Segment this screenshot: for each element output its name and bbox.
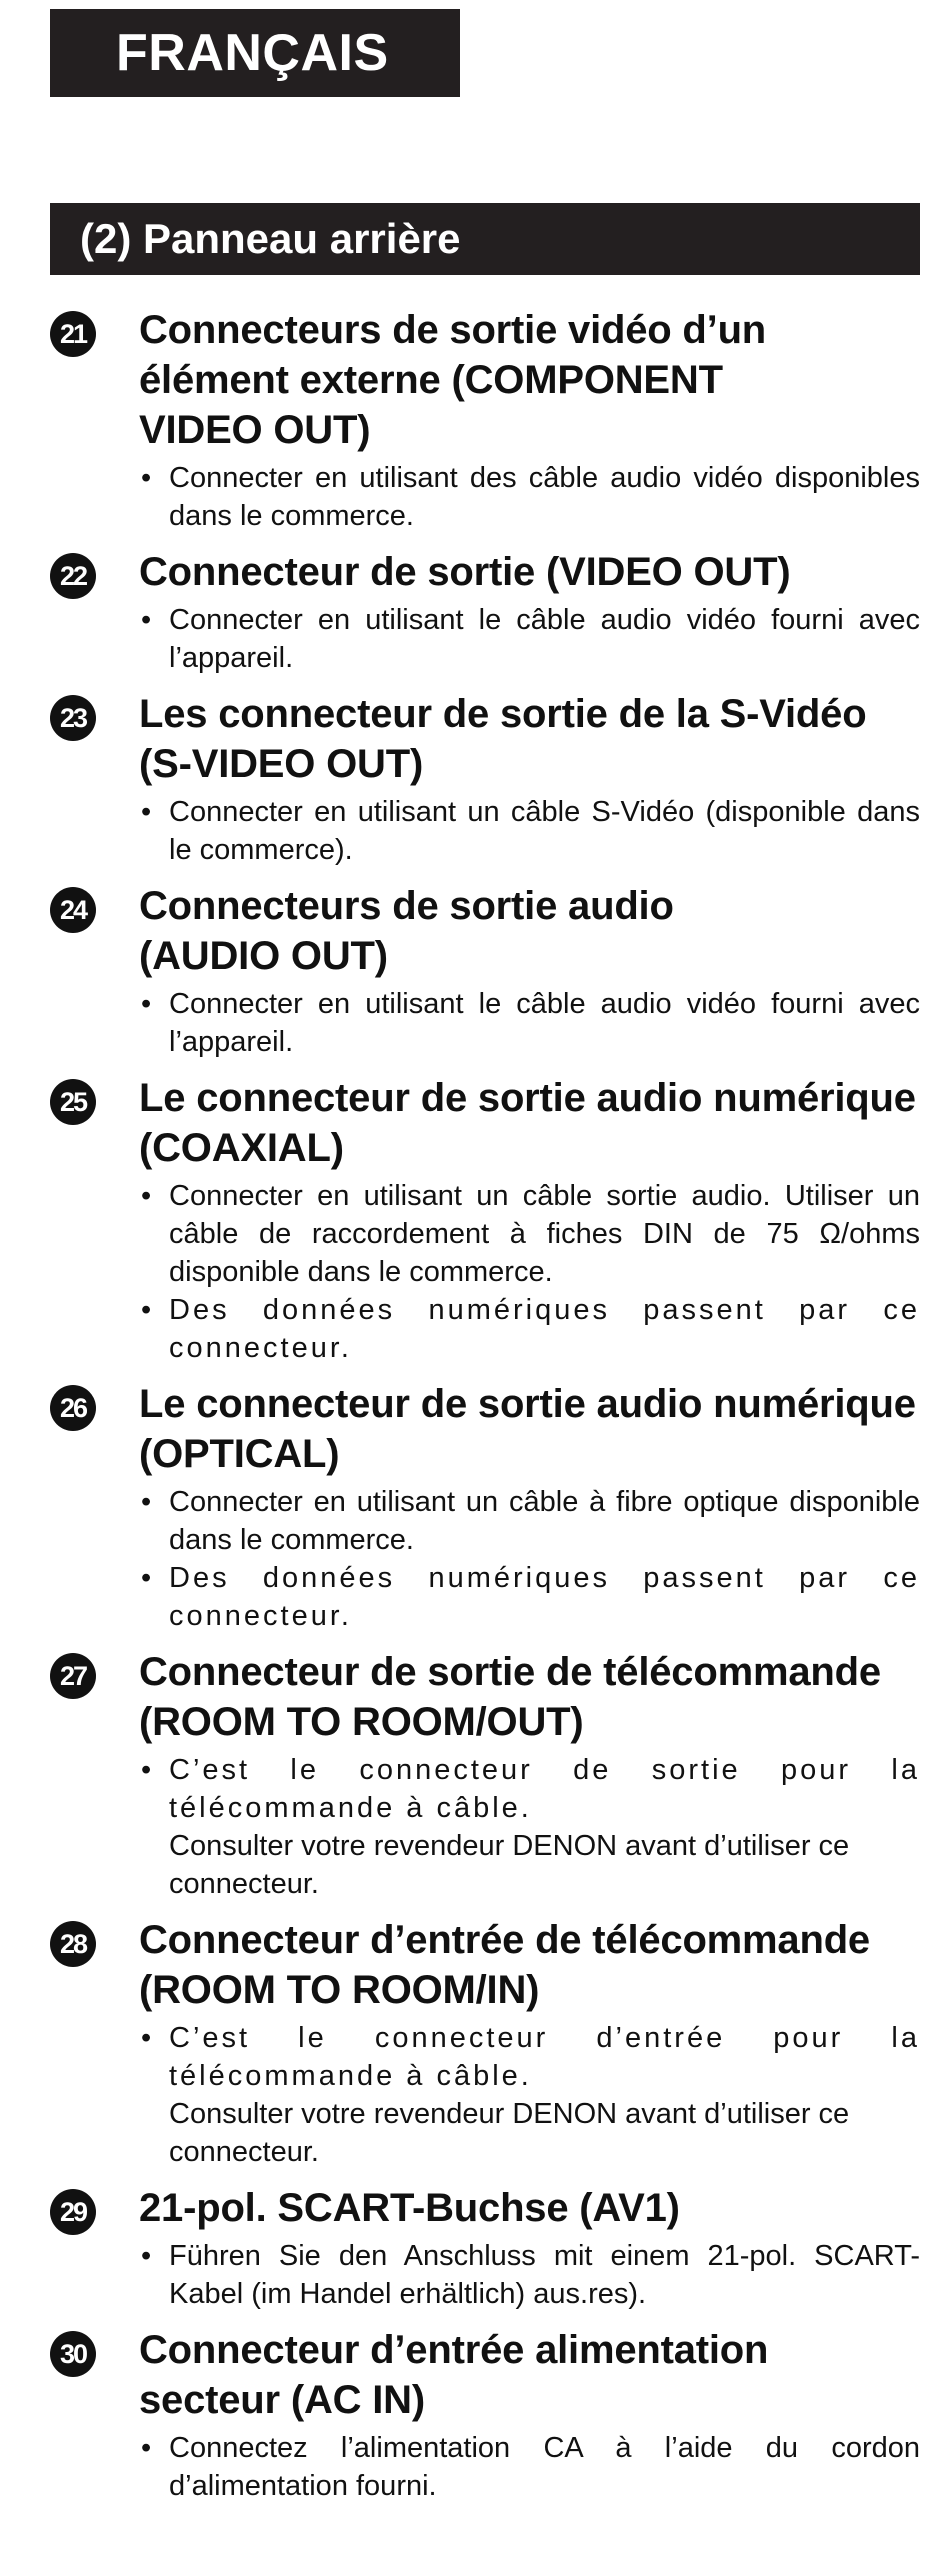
connector-item	[50, 2325, 920, 2505]
item-bullets	[139, 1177, 920, 1367]
item-bullets	[139, 1483, 920, 1635]
item-bullets	[139, 1751, 920, 1903]
item-number-badge: 22	[50, 553, 96, 599]
item-note: Consulter votre revendeur DENON avant d’utiliser ce connecteur.	[169, 2098, 850, 2168]
item-number-badge: 23	[50, 695, 96, 741]
item-title: Connecteurs de sortie audio (AUDIO OUT)	[139, 884, 674, 978]
item-bullet: • Connectez l’alimentation CA à l’aide du cordon d’alimentation fourni.	[139, 2429, 920, 2505]
item-bullets	[139, 601, 920, 677]
connector-item	[50, 1379, 920, 1635]
item-bullets	[139, 793, 920, 869]
item-bullet: • Des données numériques passent par ce connecteur.	[139, 1559, 920, 1635]
item-title: Connecteur d’entrée alimentation secteur (AC IN)	[139, 2328, 769, 2422]
section-heading: (2) Panneau arrière	[50, 203, 920, 275]
connector-item	[50, 547, 920, 677]
item-bullets	[139, 459, 920, 535]
item-title: Connecteurs de sortie vidéo d’un élément externe (COMPONENT VIDEO OUT)	[139, 308, 767, 452]
item-bullet	[139, 1751, 920, 1903]
item-bullet-text: C’est le connecteur d’entrée pour la télécommande à câble.	[169, 2022, 920, 2092]
connector-list	[50, 305, 920, 2517]
item-title: Connecteur de sortie de télécommande (ROOM TO ROOM/OUT)	[139, 1650, 881, 1744]
connector-item	[50, 1647, 920, 1903]
connector-item	[50, 2183, 920, 2313]
connector-item	[50, 305, 920, 535]
item-bullet	[139, 2019, 920, 2171]
item-number-badge: 28	[50, 1921, 96, 1967]
item-number-badge: 24	[50, 887, 96, 933]
item-number-badge: 21	[50, 311, 96, 357]
item-title: Les connecteur de sortie de la S-Vidéo (S-VIDEO OUT)	[139, 692, 867, 786]
item-bullets	[139, 985, 920, 1061]
item-bullet: • Führen Sie den Anschluss mit einem 21-pol. SCART-Kabel (im Handel erhältlich) aus.res).	[139, 2237, 920, 2313]
connector-item	[50, 1073, 920, 1367]
language-label: FRANÇAIS	[50, 9, 460, 97]
item-bullets	[139, 2019, 920, 2171]
connector-item	[50, 689, 920, 869]
item-bullet-text: C’est le connecteur de sortie pour la télécommande à câble.	[169, 1754, 920, 1824]
item-bullet: • Des données numériques passent par ce connecteur.	[139, 1291, 920, 1367]
item-bullets	[139, 2429, 920, 2505]
item-title: Le connecteur de sortie audio numérique (OPTICAL)	[139, 1382, 916, 1476]
item-title: Le connecteur de sortie audio numérique (COAXIAL)	[139, 1076, 916, 1170]
item-number-badge: 27	[50, 1653, 96, 1699]
item-bullet: • Connecter en utilisant des câble audio vidéo disponibles dans le commerce.	[139, 459, 920, 535]
item-number-badge: 30	[50, 2331, 96, 2377]
item-bullets	[139, 2237, 920, 2313]
item-bullet: • Connecter en utilisant le câble audio vidéo fourni avec l’appareil.	[139, 601, 920, 677]
item-number-badge: 29	[50, 2189, 96, 2235]
item-bullet: • Connecter en utilisant un câble sortie audio. Utiliser un câble de raccordement à fiches DIN de 75 Ω/ohms disponible dans le commerce.	[139, 1177, 920, 1291]
item-bullet: • Connecter en utilisant le câble audio vidéo fourni avec l’appareil.	[139, 985, 920, 1061]
item-title: Connecteur d’entrée de télécommande (ROOM TO ROOM/IN)	[139, 1918, 870, 2012]
item-bullet: • Connecter en utilisant un câble S-Vidéo (disponible dans le commerce).	[139, 793, 920, 869]
connector-item	[50, 881, 920, 1061]
item-note: Consulter votre revendeur DENON avant d’utiliser ce connecteur.	[169, 1830, 850, 1900]
connector-item	[50, 1915, 920, 2171]
item-bullet: • Connecter en utilisant un câble à fibre optique disponible dans le commerce.	[139, 1483, 920, 1559]
item-title: Connecteur de sortie (VIDEO OUT)	[139, 550, 791, 594]
item-title: 21-pol. SCART-Buchse (AV1)	[139, 2186, 680, 2230]
item-number-badge: 26	[50, 1385, 96, 1431]
item-number-badge: 25	[50, 1079, 96, 1125]
